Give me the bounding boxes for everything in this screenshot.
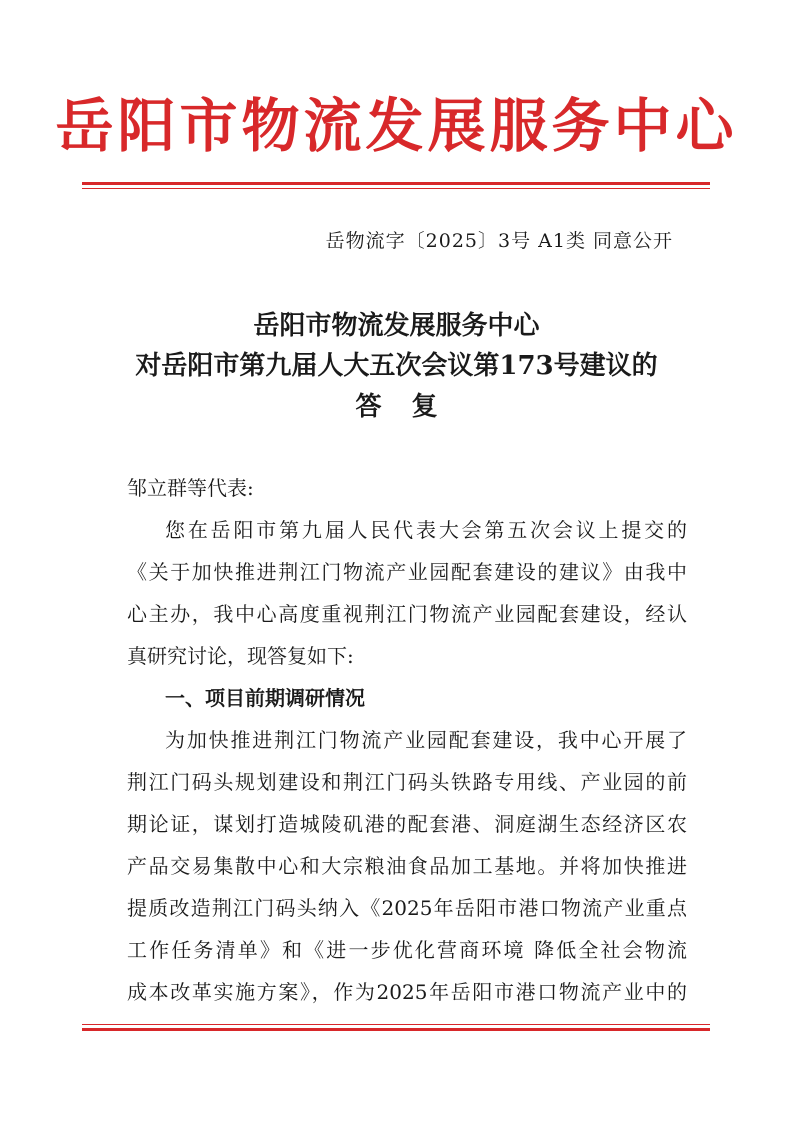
title-line-3: 答复 (355, 392, 468, 422)
masthead-rule-thin (82, 188, 710, 189)
masthead-title: 岳阳市物流发展服务中心 (55, 92, 738, 160)
paragraph-1-line: 真研究讨论，现答复如下: (127, 644, 354, 668)
title-line-1: 岳阳市物流发展服务中心 (253, 311, 540, 341)
paragraph-1-line: 心主办，我中心高度重视荆江门物流产业园配套建设，经认 (127, 602, 687, 626)
document-number: 岳物流字〔2025〕3号 A1类 同意公开 (325, 230, 673, 252)
paragraph-1-line: 您在岳阳市第九届人民代表大会第五次会议上提交的 (165, 518, 687, 542)
paragraph-2-line: 成本改革实施方案》，作为2025年岳阳市港口物流产业中的 (127, 980, 687, 1004)
paragraph-2-line: 为加快推进荆江门物流产业园配套建设，我中心开展了 (165, 728, 687, 752)
salutation: 邹立群等代表: (127, 476, 254, 500)
section-1-heading: 一、项目前期调研情况 (165, 686, 365, 710)
masthead-rule-thick (82, 182, 710, 185)
paragraph-1-line: 《关于加快推进荆江门物流产业园配套建设的建议》由我中 (127, 560, 687, 584)
footer-rule-thick (82, 1028, 710, 1031)
paragraph-2-line: 产品交易集散中心和大宗粮油食品加工基地。并将加快推进 (127, 854, 687, 878)
paragraph-2-line: 荆江门码头规划建设和荆江门码头铁路专用线、产业园的前 (127, 770, 687, 794)
paragraph-2-line: 工作任务清单》和《进一步优化营商环境 降低全社会物流 (127, 938, 687, 962)
title-line-2: 对岳阳市第九届人大五次会议第173号建议的 (135, 351, 658, 381)
paragraph-2-line: 提质改造荆江门码头纳入《2025年岳阳市港口物流产业重点 (127, 896, 687, 920)
footer-rule-thin (82, 1024, 710, 1025)
paragraph-2-line: 期论证，谋划打造城陵矶港的配套港、洞庭湖生态经济区农 (127, 812, 687, 836)
